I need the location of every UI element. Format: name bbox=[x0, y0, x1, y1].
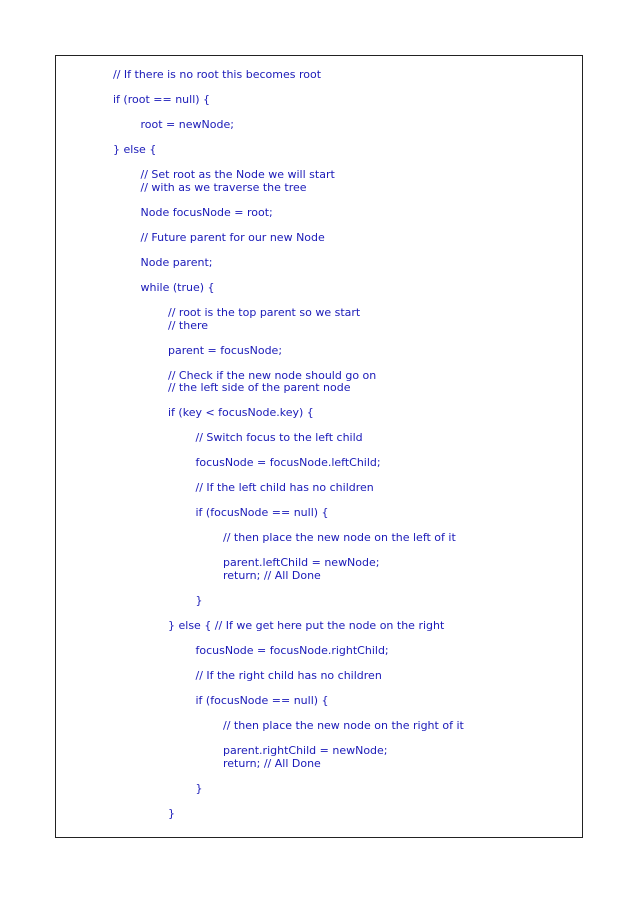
code-line: focusNode = focusNode.rightChild; bbox=[195, 644, 389, 657]
code-line: // the left side of the parent node bbox=[168, 381, 351, 394]
code-line: // If there is no root this becomes root bbox=[113, 68, 322, 81]
code-line: } bbox=[195, 782, 203, 795]
code-line: if (focusNode == null) { bbox=[195, 506, 329, 519]
code-line: parent = focusNode; bbox=[168, 344, 283, 357]
code-line: // with as we traverse the tree bbox=[140, 181, 307, 194]
code-line: focusNode = focusNode.leftChild; bbox=[195, 456, 381, 469]
code-line: if (root == null) { bbox=[113, 93, 211, 106]
code-line: // root is the top parent so we start bbox=[168, 306, 361, 319]
code-line: while (true) { bbox=[140, 281, 215, 294]
code-line: parent.rightChild = newNode; bbox=[223, 744, 388, 757]
code-line: // Switch focus to the left child bbox=[195, 431, 363, 444]
code-line: Node parent; bbox=[140, 256, 213, 269]
code-line: } else { // If we get here put the node on the right bbox=[168, 619, 445, 632]
code-line: Node focusNode = root; bbox=[140, 206, 273, 219]
code-line: // If the left child has no children bbox=[195, 481, 374, 494]
code-line: if (focusNode == null) { bbox=[195, 694, 329, 707]
code-line: // If the right child has no children bbox=[195, 669, 382, 682]
code-line: } else { bbox=[113, 143, 157, 156]
code-line: return; // All Done bbox=[223, 757, 321, 770]
code-line: // Set root as the Node we will start bbox=[140, 168, 335, 181]
code-line: if (key < focusNode.key) { bbox=[168, 406, 314, 419]
code-line: parent.leftChild = newNode; bbox=[223, 556, 380, 569]
code-line: return; // All Done bbox=[223, 569, 321, 582]
code-line: // Check if the new node should go on bbox=[168, 369, 377, 382]
code-line: root = newNode; bbox=[140, 118, 234, 131]
code-line: } bbox=[168, 807, 175, 820]
code-line: // then place the new node on the left of it bbox=[223, 531, 456, 544]
code-line: // then place the new node on the right of it bbox=[223, 719, 464, 732]
code-line: // there bbox=[168, 319, 209, 332]
code-line: } bbox=[195, 594, 203, 607]
code-line: // Future parent for our new Node bbox=[140, 231, 325, 244]
